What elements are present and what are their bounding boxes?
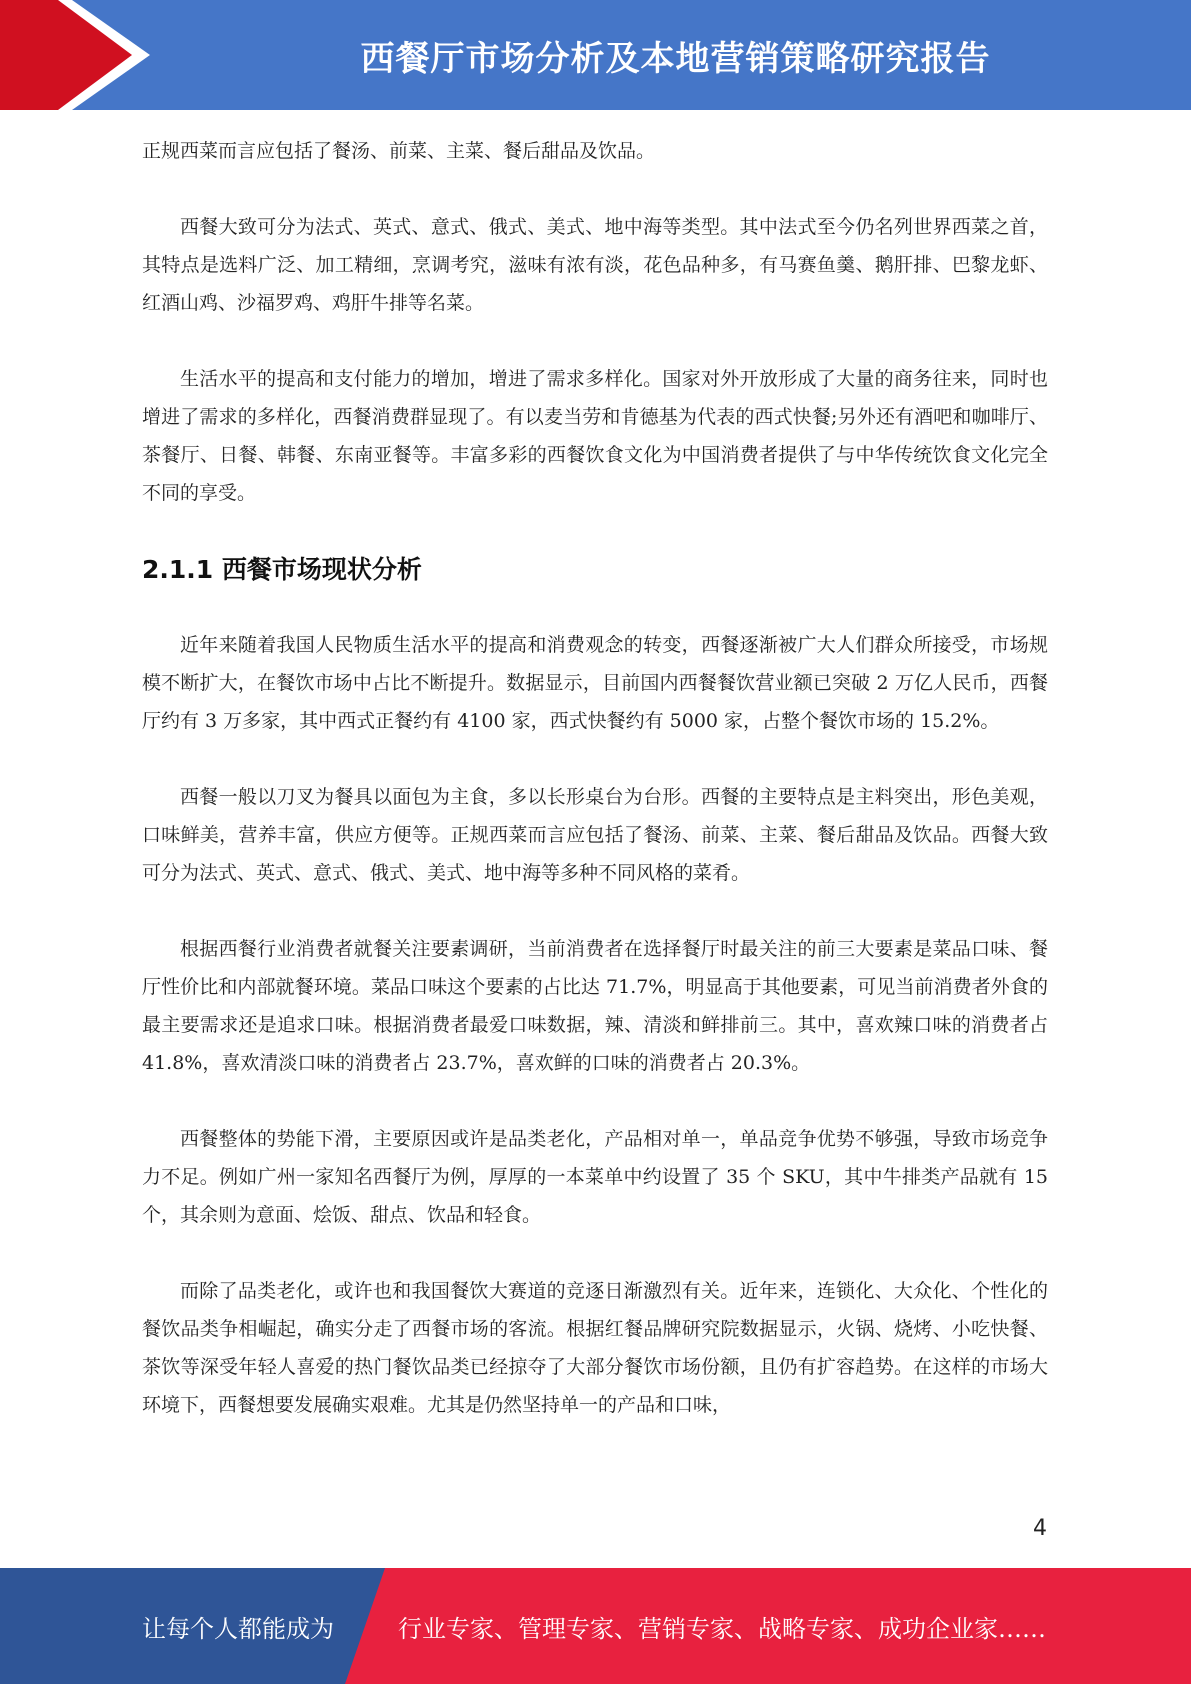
paragraph: 西餐大致可分为法式、英式、意式、俄式、美式、地中海等类型。其中法式至今仍名列世界西菜之首，其特点是选料广泛、加工精细，烹调考究，滋味有浓有淡，花色品种多，有马赛鱼羹、鹅肝排、巴黎龙虾、红酒山鸡、沙福罗鸡、鸡肝牛排等名菜。: [142, 216, 1048, 314]
paragraph: 而除了品类老化，或许也和我国餐饮大赛道的竞逐日渐激烈有关。近年来，连锁化、大众化、个性化的餐饮品类争相崛起，确实分走了西餐市场的客流。根据红餐品牌研究院数据显示，火锅、烧烤、小吃快餐、茶饮等深受年轻人喜爱的热门餐饮品类已经掠夺了大部分餐饮市场份额，且仍有扩容趋势。在这样的市场大环境下，西餐想要发展确实艰难。尤其是仍然坚持单一的产品和口味，: [142, 1280, 1048, 1416]
document-title: 西餐厅市场分析及本地营销策略研究报告: [360, 38, 991, 79]
page-footer: [0, 1568, 1191, 1684]
footer-slogan-left: 让每个人都能成为: [142, 1614, 334, 1643]
paragraph: 根据西餐行业消费者就餐关注要素调研，当前消费者在选择餐厅时最关注的前三大要素是菜品口味、餐厅性价比和内部就餐环境。菜品口味这个要素的占比达 71.7%，明显高于其他要素，可见当前消费者外食的最主要需求还是追求口味。根据消费者最爱口味数据，辣、清淡和鲜排前三。其中，喜欢辣口味的消费者占 41.8%，喜欢清淡口味的消费者占 23.7%，喜欢鲜的口味的消费者占 20.3%。: [142, 938, 1048, 1074]
document-body: [142, 132, 1048, 1462]
paragraph: 西餐一般以刀叉为餐具以面包为主食，多以长形桌台为台形。西餐的主要特点是主料突出，形色美观，口味鲜美，营养丰富，供应方便等。正规西菜而言应包括了餐汤、前菜、主菜、餐后甜品及饮品。西餐大致可分为法式、英式、意式、俄式、美式、地中海等多种不同风格的菜肴。: [142, 786, 1048, 884]
paragraph: 近年来随着我国人民物质生活水平的提高和消费观念的转变，西餐逐渐被广大人们群众所接受，市场规模不断扩大，在餐饮市场中占比不断提升。数据显示，目前国内西餐餐饮营业额已突破 2 万亿人民币，西餐厅约有 3 万多家，其中西式正餐约有 4100 家，西式快餐约有 5000 家，占整个餐饮市场的 15.2%。: [142, 634, 1048, 732]
footer-slogan-right: 行业专家、管理专家、营销专家、战略专家、成功企业家……: [398, 1614, 1046, 1643]
page-header: [0, 0, 1191, 110]
paragraph: 西餐整体的势能下滑，主要原因或许是品类老化，产品相对单一，单品竞争优势不够强，导致市场竞争力不足。例如广州一家知名西餐厅为例，厚厚的一本菜单中约设置了 35 个 SKU，其中牛排类产品就有 15 个，其余则为意面、烩饭、甜点、饮品和轻食。: [142, 1128, 1048, 1226]
paragraph: 生活水平的提高和支付能力的增加，增进了需求多样化。国家对外开放形成了大量的商务往来，同时也增进了需求的多样化，西餐消费群显现了。有以麦当劳和肯德基为代表的西式快餐;另外还有酒吧和咖啡厅、茶餐厅、日餐、韩餐、东南亚餐等。丰富多彩的西餐饮食文化为中国消费者提供了与中华传统饮食文化完全不同的享受。: [142, 368, 1048, 504]
section-heading: 2.1.1 西餐市场现状分析: [142, 555, 422, 584]
paragraph: 正规西菜而言应包括了餐汤、前菜、主菜、餐后甜品及饮品。: [142, 140, 656, 162]
page-number: 4: [1033, 1516, 1047, 1541]
